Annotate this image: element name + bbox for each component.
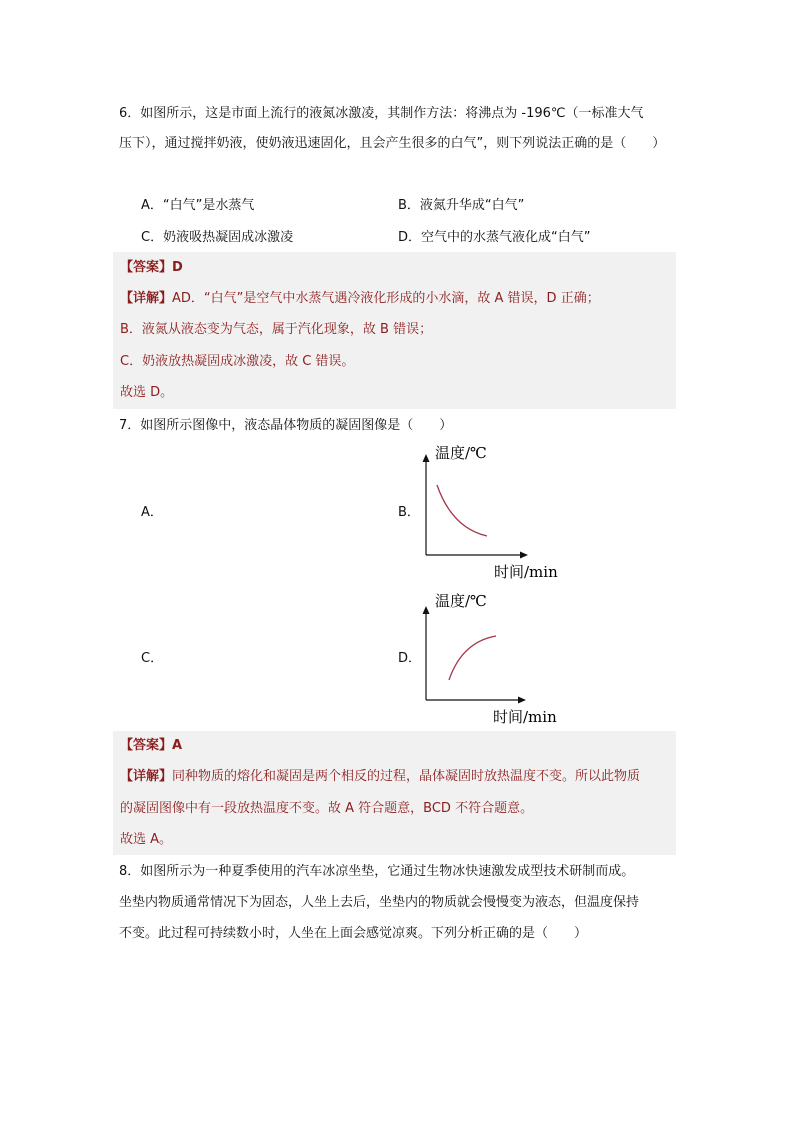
q6-detail-3: C．奶液放热凝固成冰激凌，故 C 错误。	[120, 354, 355, 369]
graph-d-curve	[449, 636, 496, 680]
q7-detail-tag: 【详解】	[120, 769, 173, 784]
q6-detail-1	[120, 289, 600, 309]
q7-answer-tag: 【答案】	[120, 738, 173, 753]
graph-b-y-arrow	[423, 454, 430, 462]
q6-answer	[120, 258, 183, 278]
graph-b-xlabel: 时间/min	[494, 563, 558, 581]
q6-answer-value: D	[172, 260, 183, 275]
q6-conclusion: 故选 D。	[120, 385, 174, 400]
q6-detail-2: B．液氮从液态变为气态，属于汽化现象，故 B 错误；	[120, 322, 433, 337]
q7-conclusion: 故选 A。	[120, 832, 173, 847]
q6-stem-line2: 压下），通过搅拌奶液，使奶液迅速固化，且会产生很多的白气”，则下列说法正确的是（ ）	[119, 136, 666, 151]
graph-d-y-arrow	[423, 606, 430, 614]
q7-detail-1	[120, 767, 640, 787]
q7-option-a: A．	[141, 505, 163, 520]
q8-stem-line2: 坐垫内物质通常情况下为固态，人坐上去后，坐垫内的物质就会慢慢变为液态，但温度保持	[119, 895, 640, 910]
q8-stem-line1: 8．如图所示为一种夏季使用的汽车冰凉坐垫，它通过生物冰快速激发成型技术研制而成。	[119, 864, 635, 879]
q7-option-b: B．	[398, 505, 420, 520]
q7-answer	[120, 736, 182, 756]
q6-option-c: C．奶液吸热凝固成冰激凌	[141, 230, 294, 245]
graph-d-x-arrow	[518, 697, 526, 704]
graph-b-ylabel: 温度/℃	[435, 444, 487, 462]
graph-d-ylabel: 温度/℃	[435, 592, 487, 610]
q6-option-b: B．液氮升华成“白气”	[398, 198, 525, 213]
q7-graph-b	[420, 440, 570, 585]
q6-option-a: A．“白气”是水蒸气	[141, 198, 255, 213]
q6-detail-text-1: AD．“白气”是空气中水蒸气遇冷液化形成的小水滴，故 A 错误，D 正确；	[172, 291, 600, 306]
q7-answer-value: A	[172, 738, 183, 753]
q7-stem: 7．如图所示图像中，液态晶体物质的凝固图像是（ ）	[119, 418, 453, 433]
graph-b-x-arrow	[520, 552, 528, 559]
q7-detail-text-1: 同种物质的熔化和凝固是两个相反的过程，晶体凝固时放热温度不变。所以此物质	[172, 769, 641, 784]
q6-answer-box	[113, 252, 676, 409]
q7-detail-2: 的凝固图像中有一段放热温度不变。故 A 符合题意，BCD 不符合题意。	[120, 801, 534, 816]
q6-option-d: D．空气中的水蒸气液化成“白气”	[398, 230, 591, 245]
q6-detail-tag: 【详解】	[120, 291, 173, 306]
q6-answer-tag: 【答案】	[120, 260, 173, 275]
graph-b-curve	[437, 485, 487, 536]
q8-stem-line3: 不变。此过程可持续数小时，人坐在上面会感觉凉爽。下列分析正确的是（ ）	[119, 926, 588, 941]
q7-answer-box	[113, 731, 676, 855]
q7-graph-d	[420, 590, 570, 730]
q6-stem-line1: 6．如图所示，这是市面上流行的液氮冰激凌，其制作方法：将沸点为 -196℃（一标准大气	[119, 106, 644, 121]
q7-option-c: C．	[141, 651, 164, 666]
graph-d-xlabel: 时间/min	[493, 708, 557, 726]
q7-option-d: D．	[398, 651, 422, 666]
